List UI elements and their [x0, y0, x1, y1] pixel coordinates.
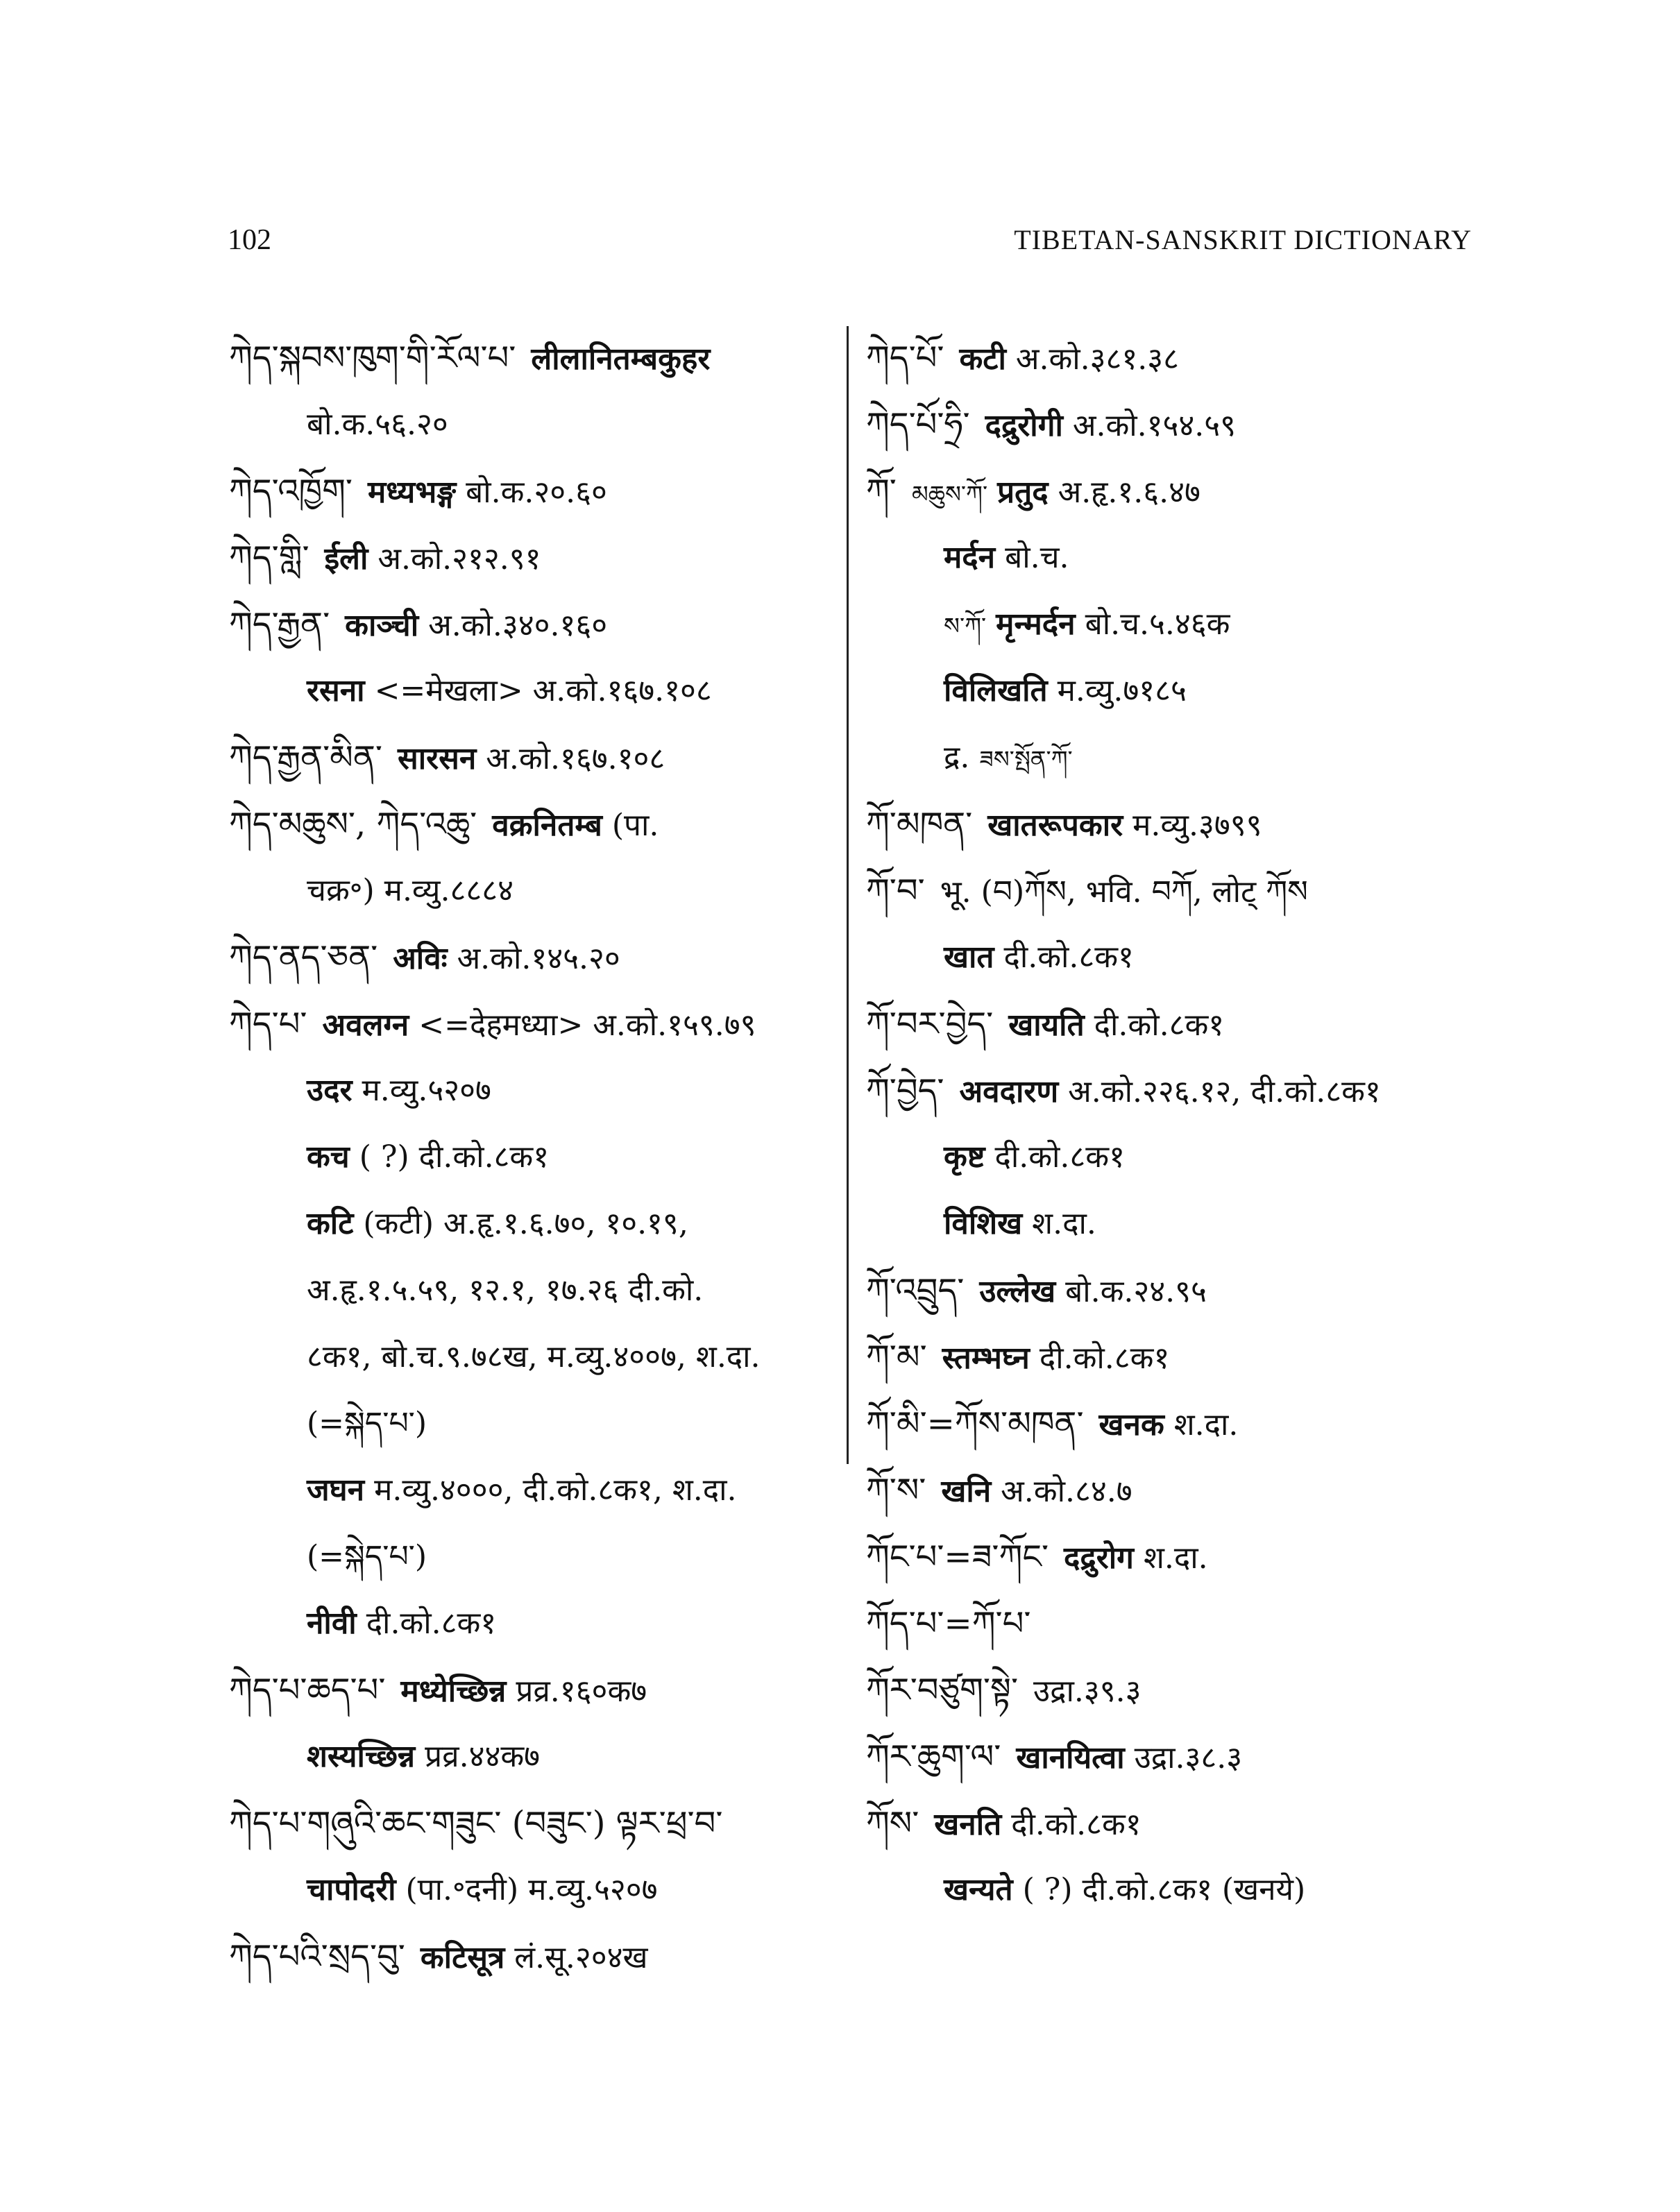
source-reference: उद्रा.३८.३	[1134, 1740, 1243, 1776]
source-reference: उद्रा.३९.३	[1033, 1674, 1142, 1709]
dictionary-entry	[229, 724, 840, 791]
source-reference: श.दा.	[1032, 1206, 1096, 1241]
sanskrit-equivalent: कच	[307, 1139, 350, 1175]
source-reference: ( ?) दी.को.८क१ (खनये)	[1022, 1872, 1306, 1907]
entry-subline	[229, 658, 840, 724]
tibetan-headword: ཀོད་པ་=ཀོ་པ་	[866, 1604, 1031, 1643]
right-column	[866, 325, 1491, 1923]
sanskrit-equivalent: प्रतुद	[997, 475, 1049, 510]
tibetan-headword: ཀེད་པ་	[229, 1005, 307, 1044]
sanskrit-equivalent: कटी	[959, 341, 1006, 377]
sanskrit-equivalent: नीवी	[307, 1606, 357, 1641]
entry-subline	[229, 1191, 840, 1257]
source-reference: प्रव्र.१६०क७	[516, 1674, 647, 1709]
sanskrit-equivalent: विशिख	[944, 1206, 1023, 1241]
tibetan-headword: ཀོ་འབྲུད་	[866, 1271, 965, 1310]
entry-subline	[229, 1724, 840, 1790]
source-reference: दी.को.८क१	[1094, 1007, 1225, 1043]
dictionary-entry	[229, 591, 840, 658]
source-reference: दी.को.८क१	[1039, 1341, 1170, 1376]
source-reference: भू. (བ)ཀོས, भवि. བཀོ, लोट् ཀོས	[940, 874, 1308, 910]
entry-subline	[229, 1857, 840, 1923]
cross-reference-marker: द्र.	[944, 740, 970, 775]
dictionary-entry	[229, 924, 840, 991]
dictionary-entry	[229, 1790, 840, 1857]
entry-subline	[866, 724, 1491, 791]
running-header-title: TIBETAN-SANSKRIT DICTIONARY	[1014, 224, 1472, 255]
source-reference: प्रव्र.४४क७	[425, 1739, 540, 1774]
sanskrit-equivalent: दद्रुरोगी	[985, 408, 1063, 443]
tibetan-headword: ཀོ་མི་=ཀོས་མཁན་	[866, 1404, 1084, 1443]
source-reference: लं.सू.२०४ख	[514, 1940, 648, 1975]
source-reference: चक्र॰) म.व्यु.८८८४	[307, 873, 514, 908]
source-reference: म.व्यु.४०००, दी.को.८क१, श.दा.	[374, 1472, 737, 1508]
sanskrit-equivalent: अवदारण	[959, 1074, 1059, 1109]
source-reference: अ.हृ.१.५.५९, १२.१, १७.२६ दी.को.	[307, 1273, 704, 1308]
sanskrit-equivalent: मर्दन	[944, 540, 996, 575]
dictionary-entry	[229, 525, 840, 591]
source-reference: (कटी) अ.हृ.१.६.७०, १०.१९,	[363, 1206, 688, 1241]
source-reference: <=देहमध्या> अ.को.१५९.७९	[418, 1007, 756, 1043]
tibetan-headword: ཀེད་འཁྱོག་	[229, 472, 353, 511]
source-reference: दी.को.८क१	[994, 1139, 1125, 1175]
source-reference: अ.हृ.१.६.४७	[1058, 475, 1200, 510]
sanskrit-equivalent: कृष्ट	[944, 1139, 985, 1175]
sanskrit-equivalent: खन्यते	[944, 1872, 1013, 1907]
dictionary-entry	[866, 791, 1491, 858]
dictionary-entry	[866, 458, 1491, 525]
column-divider	[847, 326, 849, 1464]
dictionary-entry	[866, 1057, 1491, 1124]
dictionary-entry	[866, 1657, 1491, 1724]
dictionary-entry	[229, 1923, 840, 1990]
sanskrit-equivalent: खानयित्वा	[1016, 1740, 1125, 1776]
tibetan-headword: ཀོ་	[866, 472, 897, 511]
entry-subline	[866, 1857, 1491, 1923]
source-reference: म.व्यु.५२०७	[362, 1073, 491, 1108]
tibetan-headword: ཀོ་མཁན་	[866, 805, 973, 844]
sanskrit-equivalent: मध्येच्छिन्न	[400, 1674, 507, 1709]
tibetan-headword: ཀོར་བཙུག་སྟེ་	[866, 1671, 1019, 1710]
tibetan-headword: ཀོ་བ་	[866, 871, 925, 910]
entry-subline	[229, 1124, 840, 1191]
sanskrit-equivalent: शस्यच्छिन्न	[307, 1739, 416, 1774]
dictionary-entry	[866, 1390, 1491, 1457]
source-reference: अ.को.८४.७	[1001, 1474, 1132, 1509]
entry-subline	[866, 591, 1491, 658]
sanskrit-equivalent: लीलानितम्बकुहर	[531, 341, 711, 377]
dictionary-entry	[229, 325, 840, 391]
source-reference: ( ?) दी.को.८क१	[359, 1139, 550, 1175]
sanskrit-equivalent: उल्लेख	[979, 1274, 1056, 1309]
source-reference: बो.च.	[1005, 540, 1069, 575]
dictionary-entry	[229, 991, 840, 1057]
sanskrit-equivalent: अवलग्न	[322, 1007, 409, 1043]
source-reference: श.दा.	[1173, 1407, 1239, 1443]
entry-subline	[229, 391, 840, 458]
sanskrit-equivalent: दद्रुरोग	[1064, 1540, 1134, 1576]
entry-subline	[866, 1124, 1491, 1191]
tibetan-headword: ཀོ་ས་	[866, 1471, 926, 1510]
source-reference: अ.को.३४०.१६०	[428, 608, 608, 643]
sanskrit-equivalent: विलिखति	[944, 673, 1048, 708]
dictionary-entry	[229, 458, 840, 525]
sanskrit-equivalent: सारसन	[397, 741, 477, 776]
entry-subline	[866, 1191, 1491, 1257]
entry-subline	[229, 1324, 840, 1390]
source-reference: बो.क.२४.९५	[1065, 1274, 1207, 1309]
source-reference: अ.को.२१२.९१	[377, 541, 541, 577]
source-reference: बो.क.५६.२०	[307, 407, 448, 442]
tibetan-headword: ཀེད་པའི་སྲད་བུ་	[229, 1937, 405, 1976]
dictionary-entry	[866, 391, 1491, 458]
tibetan-headword: ཀེད་གླི་	[229, 538, 309, 577]
dictionary-entry	[866, 1790, 1491, 1857]
tibetan-compound: ས་ཀོ་	[944, 613, 987, 640]
sanskrit-equivalent: मध्यभङ्ग	[367, 475, 457, 510]
sanskrit-equivalent: खनि	[941, 1474, 992, 1509]
sanskrit-equivalent: खात	[944, 939, 994, 975]
source-reference: म.व्यु.३७९९	[1132, 808, 1262, 843]
entry-subline	[229, 1457, 840, 1524]
tibetan-compound: ཟས་སྤོན་ཀོ་	[979, 746, 1073, 774]
tibetan-compound: མཆུས་ཀོ་	[911, 481, 988, 509]
sanskrit-equivalent: कटि	[307, 1206, 354, 1241]
source-reference: (पा.॰दनी) म.व्यु.५२०७	[405, 1872, 658, 1907]
tibetan-headword: ཀོ་བྱེད་	[866, 1071, 944, 1110]
sanskrit-equivalent: कटिसूत्र	[420, 1940, 505, 1975]
source-reference: अ.को.२२६.१२, दी.को.८क१	[1068, 1074, 1381, 1109]
tibetan-headword: ཀོ་བར་བྱེད་	[866, 1005, 994, 1044]
dictionary-entry	[866, 1457, 1491, 1524]
source-reference: ८क१, बो.च.९.७८ख, म.व्यु.४००७, श.दा.	[307, 1339, 761, 1375]
dictionary-entry	[866, 858, 1491, 924]
dictionary-entry	[229, 1657, 840, 1724]
source-reference: अ.को.१६७.१०८	[486, 741, 665, 776]
source-reference: दी.को.८क१	[366, 1606, 497, 1641]
entry-subline	[229, 1057, 840, 1124]
tibetan-headword: ཀེད་པོ་	[866, 339, 944, 377]
sanskrit-equivalent: चापोदरी	[307, 1872, 396, 1907]
sanskrit-equivalent: खनक	[1098, 1407, 1164, 1443]
entry-subline	[866, 525, 1491, 591]
entry-subline	[229, 1390, 840, 1457]
source-reference: बो.च.५.४६क	[1085, 606, 1230, 642]
sanskrit-equivalent: काञ्ची	[345, 608, 419, 643]
entry-subline	[229, 1524, 840, 1590]
source-reference: बो.क.२०.६०	[466, 475, 607, 510]
dictionary-entry	[866, 1324, 1491, 1390]
entry-subline	[866, 658, 1491, 724]
source-reference: दी.को.८क१	[1011, 1807, 1142, 1842]
source-reference: म.व्यु.७१८५	[1057, 673, 1187, 708]
source-reference: श.दा.	[1143, 1540, 1208, 1576]
tibetan-headword: ཀོས་	[866, 1804, 919, 1843]
source-reference: अ.को.१४५.२०	[457, 941, 620, 976]
source-reference: <=मेखला> अ.को.१६७.१०८	[374, 673, 712, 708]
sanskrit-equivalent: रसना	[307, 673, 365, 708]
entry-subline	[229, 858, 840, 924]
dictionary-entry	[866, 1724, 1491, 1790]
entry-subline	[866, 924, 1491, 991]
entry-subline	[229, 1590, 840, 1657]
source-reference: अ.को.३८१.३८	[1015, 341, 1180, 377]
source-reference: (=སྐེད་པ་)	[307, 1406, 427, 1441]
entry-subline	[229, 1257, 840, 1324]
tibetan-headword: ཀེད་པོ་ཧྲི་	[866, 405, 970, 444]
sanskrit-equivalent: मृन्मर्दन	[996, 606, 1076, 642]
left-column	[229, 325, 840, 1990]
tibetan-headword: ཀོང་པ་=ཟ་ཀོང་	[866, 1538, 1049, 1576]
sanskrit-equivalent: खातरूपकार	[987, 808, 1123, 843]
source-reference: दी.को.८क१	[1003, 939, 1134, 975]
dictionary-entry	[866, 325, 1491, 391]
dictionary-entry	[866, 1257, 1491, 1324]
dictionary-entry	[866, 1524, 1491, 1590]
sanskrit-equivalent: स्तम्भघ्न	[942, 1341, 1030, 1376]
source-reference: अ.को.१५४.५९	[1072, 408, 1237, 443]
dictionary-entry	[866, 1590, 1491, 1657]
sanskrit-equivalent: खायति	[1008, 1007, 1085, 1043]
tibetan-headword: ཀེད་པ་གཞུའི་ཆང་གཟུང་ (བཟུང་) ལྟར་ཕྲ་བ་	[229, 1804, 723, 1843]
tibetan-headword: ཀོར་ཆུག་ལ་	[866, 1737, 1001, 1776]
tibetan-headword: ཀེད་རྒྱན་མིན་	[229, 738, 382, 777]
source-reference: (पा.	[611, 808, 659, 843]
tibetan-headword: ཀེད་མཆུས་, ཀེད་འཆུ་	[229, 805, 477, 844]
sanskrit-equivalent: अविः	[393, 941, 448, 976]
sanskrit-equivalent: उदर	[307, 1073, 353, 1108]
sanskrit-equivalent: वक्रनितम्ब	[492, 808, 602, 843]
dictionary-entry	[866, 991, 1491, 1057]
sanskrit-equivalent: ईली	[324, 541, 368, 577]
tibetan-headword: ཀོ་མ་	[866, 1338, 927, 1377]
sanskrit-equivalent: खनति	[934, 1807, 1002, 1842]
dictionary-entry	[229, 791, 840, 858]
tibetan-headword: ཀེད་པ་ཆད་པ་	[229, 1671, 386, 1710]
tibetan-headword: ཀེད་སྐབས་ཁུག་གི་རོལ་པ་	[229, 339, 516, 377]
sanskrit-equivalent: जघन	[307, 1472, 365, 1508]
tibetan-headword: ཀེད་ནད་ཅན་	[229, 938, 378, 977]
page-number: 102	[228, 224, 271, 256]
source-reference: (=སྐེད་པ་)	[307, 1539, 427, 1574]
tibetan-headword: ཀེད་རྒྱན་	[229, 605, 330, 644]
